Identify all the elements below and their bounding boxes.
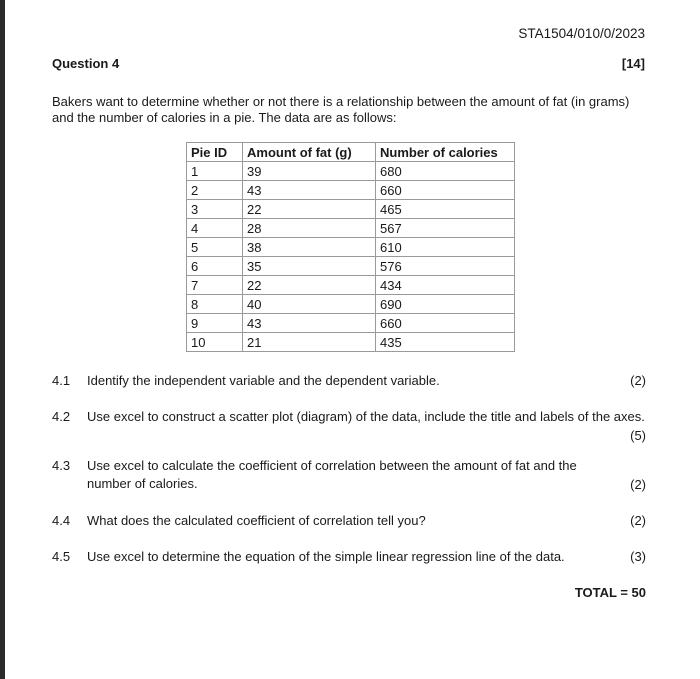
subquestion-number-4-5: 4.5 <box>52 549 71 564</box>
subquestion-marks-4-2: (5) <box>630 428 646 443</box>
cell-pie-id: 2 <box>187 181 243 200</box>
header-pie-id: Pie ID <box>187 143 243 162</box>
subquestion-marks-4-3: (2) <box>630 477 646 492</box>
subquestion-text-4-3: Use excel to calculate the coefficient of correlation between the amount of fat and the number of calories. <box>87 458 577 491</box>
cell-calories: 465 <box>376 200 515 219</box>
table-row <box>187 200 515 219</box>
header-calories: Number of calories <box>376 143 515 162</box>
table-row <box>187 333 515 352</box>
cell-pie-id: 9 <box>187 314 243 333</box>
cell-pie-id: 1 <box>187 162 243 181</box>
total-marks: TOTAL = 50 <box>574 585 646 600</box>
cell-calories: 660 <box>376 181 515 200</box>
cell-pie-id: 7 <box>187 276 243 295</box>
cell-fat: 35 <box>243 257 376 276</box>
cell-pie-id: 6 <box>187 257 243 276</box>
subquestion-text-4-5: Use excel to determine the equation of the simple linear regression line of the data. <box>87 549 565 564</box>
table-row <box>187 181 515 200</box>
cell-pie-id: 3 <box>187 200 243 219</box>
cell-calories: 660 <box>376 314 515 333</box>
cell-fat: 43 <box>243 314 376 333</box>
subquestion-number-4-3: 4.3 <box>52 458 71 473</box>
question-intro: Bakers want to determine whether or not there is a relationship between the amount of fat (in grams) and the number of calories in a pie. The data are as follows: <box>52 94 630 125</box>
table-row <box>187 295 515 314</box>
table-row <box>187 162 515 181</box>
table-row <box>187 276 515 295</box>
table-row <box>187 238 515 257</box>
cell-calories: 434 <box>376 276 515 295</box>
header-fat: Amount of fat (g) <box>243 143 376 162</box>
cell-calories: 690 <box>376 295 515 314</box>
data-table <box>186 142 515 352</box>
document-code: STA1504/010/0/2023 <box>518 26 645 41</box>
table-row <box>187 219 515 238</box>
cell-calories: 567 <box>376 219 515 238</box>
cell-fat: 28 <box>243 219 376 238</box>
cell-pie-id: 10 <box>187 333 243 352</box>
cell-pie-id: 4 <box>187 219 243 238</box>
subquestion-number-4-1: 4.1 <box>52 373 71 388</box>
subquestion-text-4-4: What does the calculated coefficient of correlation tell you? <box>87 513 426 528</box>
table-row <box>187 314 515 333</box>
cell-calories: 576 <box>376 257 515 276</box>
cell-fat: 21 <box>243 333 376 352</box>
question-marks: [14] <box>621 56 645 71</box>
page-left-border <box>0 0 5 679</box>
cell-fat: 39 <box>243 162 376 181</box>
subquestion-marks-4-1: (2) <box>630 373 646 388</box>
cell-calories: 435 <box>376 333 515 352</box>
subquestion-marks-4-5: (3) <box>630 549 646 564</box>
table-row <box>187 257 515 276</box>
cell-fat: 22 <box>243 200 376 219</box>
cell-calories: 610 <box>376 238 515 257</box>
subquestion-text-4-2: Use excel to construct a scatter plot (diagram) of the data, include the title and labels of the axes. <box>87 409 645 424</box>
subquestion-marks-4-4: (2) <box>630 513 646 528</box>
question-title: Question 4 <box>52 56 120 71</box>
cell-fat: 43 <box>243 181 376 200</box>
cell-pie-id: 5 <box>187 238 243 257</box>
subquestion-number-4-4: 4.4 <box>52 513 71 528</box>
table-header-row <box>187 143 515 162</box>
subquestion-text-4-1: Identify the independent variable and the dependent variable. <box>87 373 440 388</box>
subquestion-number-4-2: 4.2 <box>52 409 71 424</box>
cell-fat: 40 <box>243 295 376 314</box>
cell-fat: 38 <box>243 238 376 257</box>
cell-pie-id: 8 <box>187 295 243 314</box>
cell-fat: 22 <box>243 276 376 295</box>
cell-calories: 680 <box>376 162 515 181</box>
